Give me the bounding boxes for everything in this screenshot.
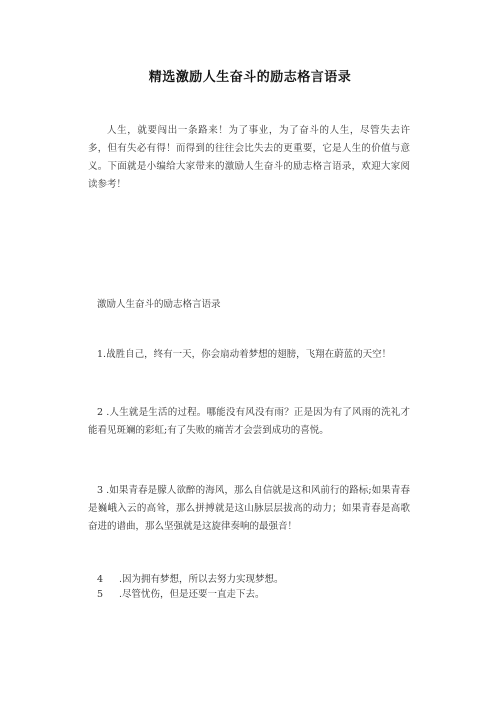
- quote-4: [97, 573, 284, 587]
- quote-3-text: 如果青春是朦人欲醉的海风，那么自信就是这和风前行的路标;如果青春是巍峨入云的高耸，那么拼搏就是这山脉层层拔高的动力；如果青春是高歌奋进的谱曲，那么坚强就是这旋律奏响的最强音！: [88, 485, 410, 532]
- quote-1: 1.战胜自己，终有一天，你会扇动着梦想的翅膀，飞翔在蔚蓝的天空！: [97, 349, 392, 360]
- section-heading: 激励人生奋斗的励志格言语录: [97, 299, 221, 310]
- quote-2: [88, 404, 410, 440]
- quote-4-number: 4: [97, 574, 104, 585]
- intro-paragraph: 人生，就要闯出一条路来！为了事业，为了奋斗的人生，尽管失去许多，但有失必有得！而得到的往往会比失去的更重要，它是人生的价值与意义。下面就是小编给大家带来的激励人生奋斗的励志格言语录，欢迎大家阅读参考！: [88, 125, 410, 190]
- quote-5: [97, 588, 265, 602]
- quote-5-text: .尽管忧伤，但是还要一直走下去。: [119, 589, 265, 600]
- quote-5-number: 5: [97, 589, 104, 600]
- quote-4-text: .因为拥有梦想，所以去努力实现梦想。: [119, 574, 284, 585]
- quote-2-text: 人生就是生活的过程。哪能没有风没有雨？正是因为有了风雨的洗礼才能看见斑斓的彩虹;有了失败的痛苦才会尝到成功的喜悦。: [88, 407, 410, 436]
- quote-2-number: 2 .: [97, 407, 110, 418]
- quote-3-number: 3 .: [97, 485, 110, 496]
- quote-3: [88, 482, 410, 536]
- document-title: 精选激励人生奋斗的励志格言语录: [148, 70, 352, 85]
